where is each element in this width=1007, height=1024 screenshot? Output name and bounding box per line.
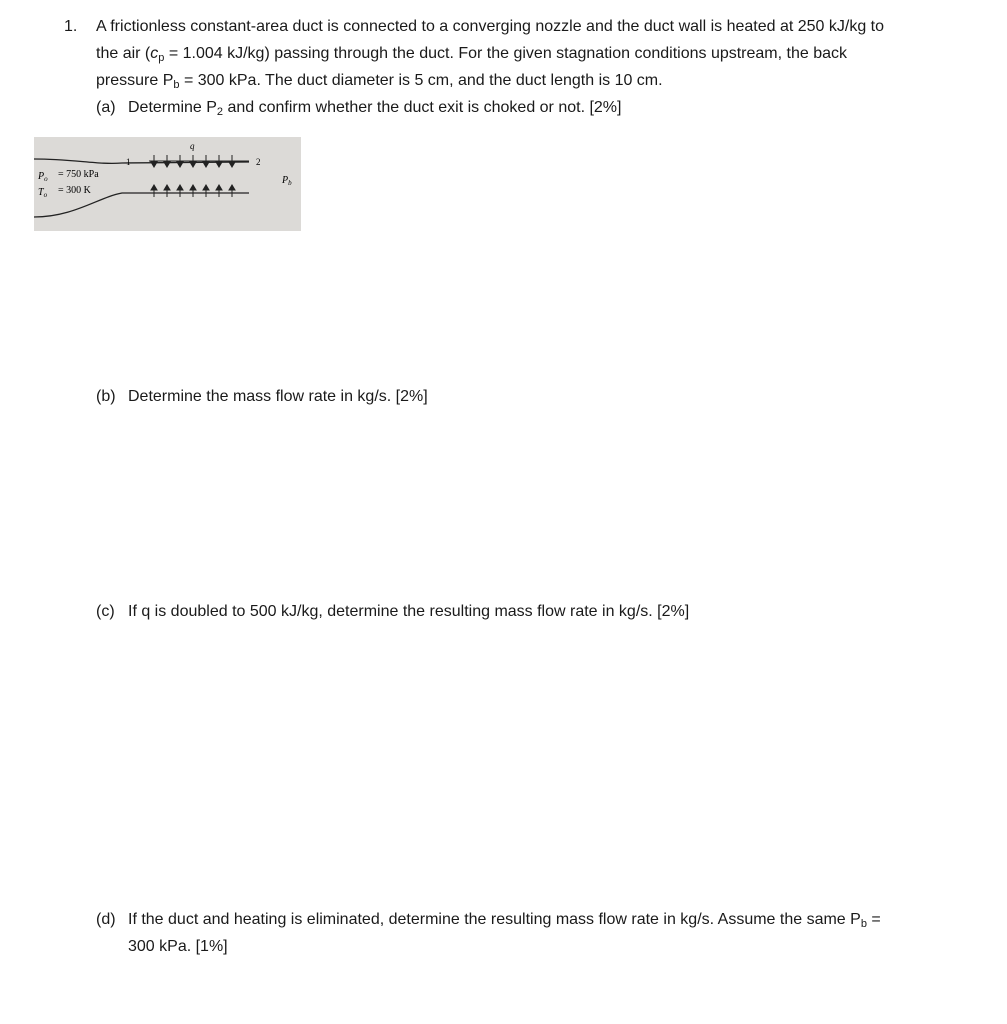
part-d-line-2: 300 kPa. [1%]: [128, 938, 228, 955]
pb-label: $P_b$: [282, 175, 292, 187]
part-c-label: (c): [96, 603, 115, 620]
duct-diagram: [34, 137, 301, 231]
part-a-label: (a): [96, 99, 116, 116]
t0-value: = 300 K: [58, 185, 91, 196]
station-2-label: 2: [256, 157, 261, 167]
question-number: 1.: [64, 18, 78, 35]
part-d-label: (d): [96, 911, 116, 928]
statement-line-1: A frictionless constant-area duct is connected to a converging nozzle and the duct wall is heated at 250 kJ/kg to: [96, 18, 885, 35]
part-a: (a) Determine $P_2$ and confirm whether the duct exit is choked or not. [2%]: [96, 94, 976, 121]
part-b: (b) Determine the mass flow rate in kg/s. [2%]: [96, 383, 976, 410]
statement-line-2: the air ($c_p = 1.004$ kJ/kg) passing through the duct. For the given stagnation conditions upstream, the back: [96, 45, 848, 64]
p0-label: $P_o$: [38, 171, 48, 183]
p0-value: = 750 kPa: [58, 169, 99, 180]
statement-line-3: pressure $P_b = 300$ kPa. The duct diameter is 5 cm, and the duct length is 10 cm.: [96, 72, 663, 91]
part-c: (c) If q is doubled to 500 kJ/kg, determine the resulting mass flow rate in kg/s. [2%]: [96, 598, 976, 625]
station-1-label: 1: [126, 157, 131, 167]
part-d: (d) If the duct and heating is eliminated, determine the resulting mass flow rate in kg/s. Assume the same $P_b$ = 300 kPa. [1%]: [96, 906, 976, 960]
part-b-label: (b): [96, 388, 116, 405]
question-statement: [96, 13, 976, 94]
heat-label: q: [190, 141, 195, 151]
t0-label: $T_o$: [38, 187, 48, 199]
cp-symbol: c: [150, 45, 159, 62]
